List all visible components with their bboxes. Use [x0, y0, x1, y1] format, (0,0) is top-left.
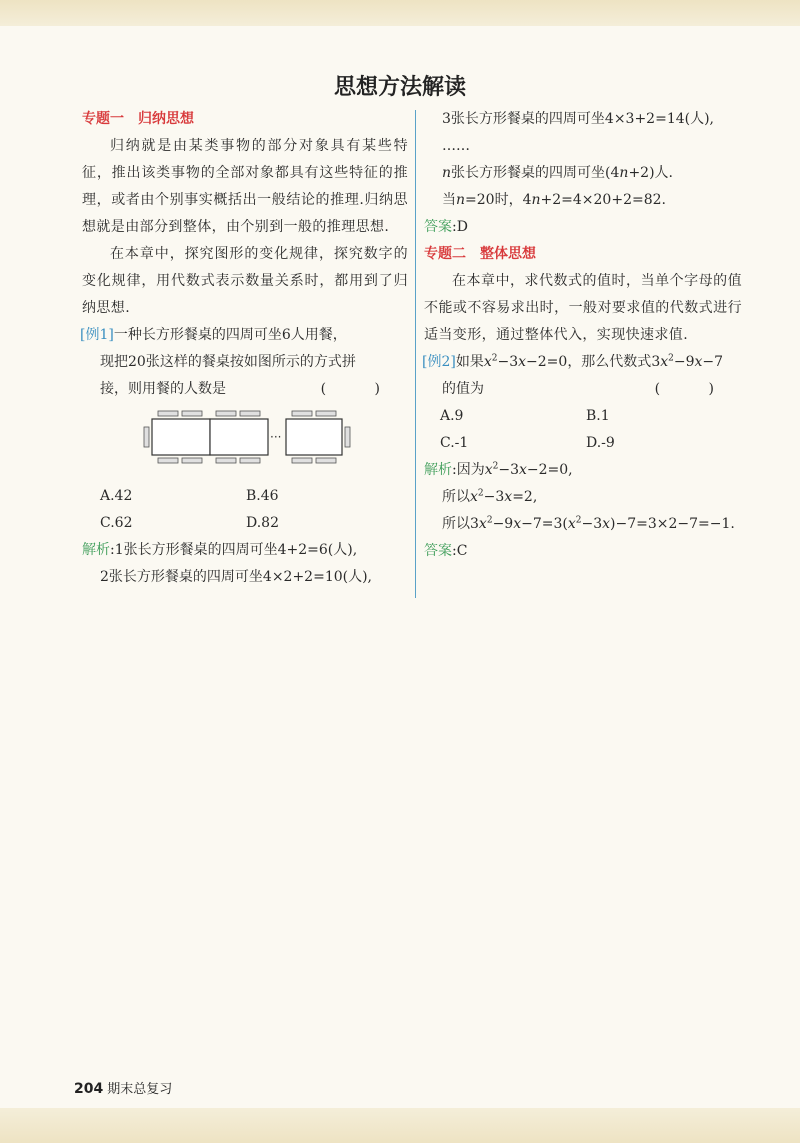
example2-tag: [例2]: [422, 354, 456, 370]
chair-icon: [216, 411, 236, 416]
option-a: A.9: [440, 408, 464, 424]
example2-analysis: 解析:因为$x^2-3x-2=0$, 所以$x^2-3x=2$, 所以$3x^2-9x-7=3(x^2-3x)-7=3\times 2-7=-1$.: [424, 461, 735, 532]
table-icon: [286, 419, 342, 455]
topic1-heading: 专题一 归纳思想: [82, 111, 194, 127]
left-column: [82, 106, 408, 591]
top-band: [0, 0, 800, 26]
chair-icon: [144, 427, 149, 447]
table-icon: [152, 419, 210, 455]
example1-analysis: 解析:1张长方形餐桌的四周可坐4+2=6(人), 2张长方形餐桌的四周可坐4×2+2=10(人),: [82, 542, 373, 585]
answer1: 答案:D: [424, 219, 468, 235]
chair-icon: [316, 458, 336, 463]
option-c: C.-1: [440, 435, 469, 451]
answer-bracket: ( ): [654, 381, 736, 397]
example2: [例2]如果$x^2-3x-2=0$，那么代数式$3x^2-9x-7$ 的值为 ( ) A.9 B.1 C.-1 D.-9: [424, 349, 742, 457]
page-footer: [74, 1078, 172, 1097]
footer-label: 期末总复习: [107, 1082, 173, 1097]
answer-bracket: ( ): [320, 381, 402, 397]
answer2: 答案:C: [424, 543, 468, 559]
chair-icon: [182, 411, 202, 416]
figure-ellipsis: ···: [270, 430, 282, 444]
analysis-label: 解析: [424, 462, 452, 478]
option-d: D.82: [246, 515, 279, 531]
option-a: A.42: [100, 488, 133, 504]
topic1-para1: 归纳就是由某类事物的部分对象具有某些特征，推出该类事物的全部对象都具有这些特征的推理，或者由个别事实概括出一般结论的推理.归纳思想就是由部分到整体，由个别到一般的推理思想.: [82, 138, 408, 235]
chair-icon: [292, 458, 312, 463]
column-divider: [415, 110, 416, 598]
table-arrangement-figure: [142, 405, 352, 469]
chair-icon: [182, 458, 202, 463]
option-b: B.46: [246, 488, 279, 504]
topic2-heading: 专题二 整体思想: [424, 246, 536, 262]
chair-icon: [240, 458, 260, 463]
expression: $3x^2-9x-7$: [651, 353, 724, 370]
example1-options: [82, 483, 408, 537]
chair-icon: [158, 458, 178, 463]
example1: [例1]一种长方形餐桌的四周可坐6人用餐， 现把20张这样的餐桌按如图所示的方式拼 接，则用餐的人数是 ( ) ··· A.42 B.46 C.62 D.82: [82, 322, 408, 537]
analysis-label: 解析: [82, 542, 110, 558]
option-b: B.1: [586, 408, 610, 424]
topic2-para: 在本章中，求代数式的值时，当单个字母的值不能或不容易求出时，一般对要求值的代数式进行适当变形，通过整体代入，实现快速求值.: [424, 273, 742, 343]
right-column: 3张长方形餐桌的四周可坐4×3+2=14(人), …… n张长方形餐桌的四周可坐(4n+2)人. 当n=20时，4n+2=4×20+2=82. 答案:D 专题二 整体思想 在本章中，求代数式的值时，当单个字母的值不能或不容易求出时，一般对要求值的代数式进行适当变形，通过整体代入，实现快速求值. [例2]如果$x^2-3x-2=0$，那么代数式$3x^2-9x-7$ 的值为 ( ) A.9 B.1 C.-1 D.-9 解析:因为$x^2-3x-2=0$, 所以$x^2-3x=2$, 所以$3x^2-9x-7=3(x^2-3x)-7=3\times 2-7=-1$. 答案:C: [424, 106, 742, 565]
chair-icon: [345, 427, 350, 447]
chair-icon: [292, 411, 312, 416]
chair-icon: [158, 411, 178, 416]
table-icon: [210, 419, 268, 455]
chair-icon: [216, 458, 236, 463]
chair-icon: [240, 411, 260, 416]
option-c: C.62: [100, 515, 133, 531]
example1-tag: [例1]: [80, 327, 114, 343]
page-number: 204: [74, 1081, 104, 1097]
chair-icon: [316, 411, 336, 416]
example2-options: [424, 403, 742, 457]
page-title: 思想方法解读: [333, 75, 466, 100]
option-d: D.-9: [586, 435, 615, 451]
equation-given: $x^2-3x-2=0$: [483, 353, 568, 370]
topic1-para2: 在本章中，探究图形的变化规律，探究数字的变化规律，用代数式表示数量关系时，都用到了归纳思想.: [82, 246, 408, 316]
bottom-band: [0, 1108, 800, 1143]
